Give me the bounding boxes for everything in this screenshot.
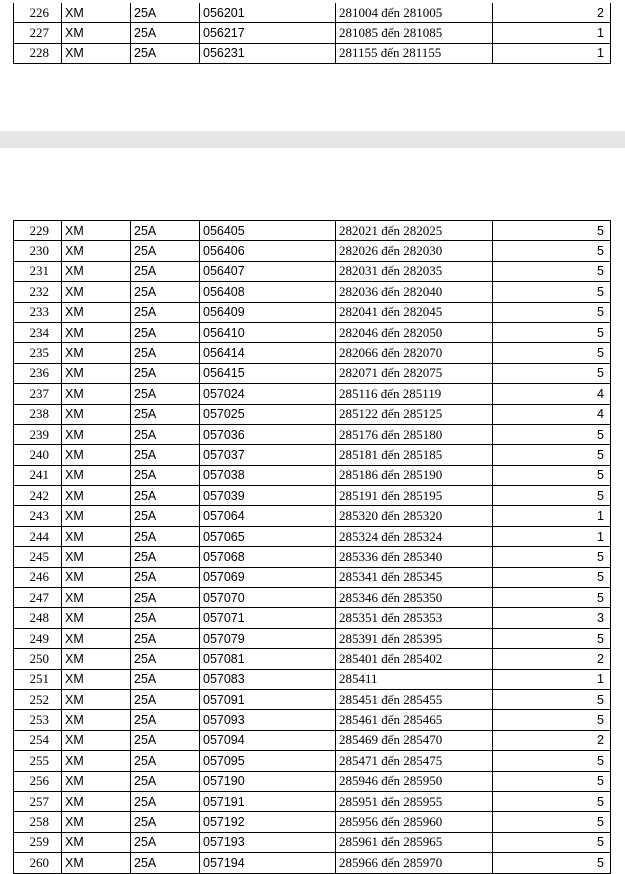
code-cell: 056415 bbox=[200, 363, 336, 383]
row-number: 247 bbox=[14, 588, 62, 608]
number-range-cell: 281155 đến 281155 bbox=[336, 43, 493, 63]
table-row bbox=[14, 221, 611, 241]
number-range-cell: 285336 đến 285340 bbox=[336, 547, 493, 567]
series-cell: 25A bbox=[131, 526, 200, 546]
table-row bbox=[14, 608, 611, 628]
series-cell: 25A bbox=[131, 486, 200, 506]
quantity-cell: 5 bbox=[493, 363, 611, 383]
row-number: 259 bbox=[14, 832, 62, 852]
code-cell: 057194 bbox=[200, 853, 336, 873]
table-row bbox=[14, 43, 611, 63]
row-number: 251 bbox=[14, 669, 62, 689]
vehicle-type-cell: XM bbox=[62, 363, 131, 383]
table-row bbox=[14, 526, 611, 546]
code-cell: 057190 bbox=[200, 771, 336, 791]
row-number: 242 bbox=[14, 486, 62, 506]
vehicle-type-cell: XM bbox=[62, 384, 131, 404]
table-row bbox=[14, 791, 611, 811]
table-row bbox=[14, 853, 611, 873]
number-range-cell: 282021 đến 282025 bbox=[336, 221, 493, 241]
code-cell: 057079 bbox=[200, 628, 336, 648]
quantity-cell: 5 bbox=[493, 751, 611, 771]
number-range-cell: 285122 đến 285125 bbox=[336, 404, 493, 424]
row-number: 255 bbox=[14, 751, 62, 771]
code-cell: 057192 bbox=[200, 812, 336, 832]
quantity-cell: 5 bbox=[493, 302, 611, 322]
row-number: 229 bbox=[14, 221, 62, 241]
number-range-cell: 282041 đến 282045 bbox=[336, 302, 493, 322]
vehicle-type-cell: XM bbox=[62, 343, 131, 363]
vehicle-type-cell: XM bbox=[62, 812, 131, 832]
series-cell: 25A bbox=[131, 751, 200, 771]
number-range-cell: 282036 đến 282040 bbox=[336, 282, 493, 302]
series-cell: 25A bbox=[131, 588, 200, 608]
series-cell: 25A bbox=[131, 363, 200, 383]
vehicle-type-cell: XM bbox=[62, 445, 131, 465]
quantity-cell: 4 bbox=[493, 404, 611, 424]
vehicle-type-cell: XM bbox=[62, 23, 131, 43]
row-number: 235 bbox=[14, 343, 62, 363]
series-cell: 25A bbox=[131, 343, 200, 363]
series-cell: 25A bbox=[131, 506, 200, 526]
table-row bbox=[14, 302, 611, 322]
series-cell: 25A bbox=[131, 832, 200, 852]
table-row bbox=[14, 424, 611, 444]
number-range-cell: 282066 đến 282070 bbox=[336, 343, 493, 363]
number-range-cell: 285116 đến 285119 bbox=[336, 384, 493, 404]
number-range-cell: 282071 đến 282075 bbox=[336, 363, 493, 383]
number-range-cell: 285346 đến 285350 bbox=[336, 588, 493, 608]
table-row bbox=[14, 710, 611, 730]
row-number: 253 bbox=[14, 710, 62, 730]
row-number: 243 bbox=[14, 506, 62, 526]
vehicle-type-cell: XM bbox=[62, 43, 131, 63]
series-cell: 25A bbox=[131, 384, 200, 404]
table-row bbox=[14, 547, 611, 567]
code-cell: 056201 bbox=[200, 3, 336, 23]
table-row bbox=[14, 404, 611, 424]
number-range-cell: 285341 đến 285345 bbox=[336, 567, 493, 587]
table-row bbox=[14, 486, 611, 506]
number-range-cell: 285181 đến 285185 bbox=[336, 445, 493, 465]
code-cell: 057069 bbox=[200, 567, 336, 587]
quantity-cell: 5 bbox=[493, 588, 611, 608]
quantity-cell: 1 bbox=[493, 506, 611, 526]
series-cell: 25A bbox=[131, 791, 200, 811]
code-cell: 057064 bbox=[200, 506, 336, 526]
vehicle-type-cell: XM bbox=[62, 853, 131, 873]
number-range-cell: 285176 đến 285180 bbox=[336, 424, 493, 444]
series-cell: 25A bbox=[131, 241, 200, 261]
vehicle-type-cell: XM bbox=[62, 588, 131, 608]
table-row bbox=[14, 282, 611, 302]
quantity-cell: 1 bbox=[493, 669, 611, 689]
table-row bbox=[14, 649, 611, 669]
series-cell: 25A bbox=[131, 43, 200, 63]
table-row bbox=[14, 3, 611, 23]
row-number: 244 bbox=[14, 526, 62, 546]
series-cell: 25A bbox=[131, 322, 200, 342]
row-number: 254 bbox=[14, 730, 62, 750]
table-row bbox=[14, 322, 611, 342]
quantity-cell: 2 bbox=[493, 649, 611, 669]
vehicle-type-cell: XM bbox=[62, 791, 131, 811]
code-cell: 057095 bbox=[200, 751, 336, 771]
data-table-top bbox=[13, 3, 611, 64]
row-number: 260 bbox=[14, 853, 62, 873]
vehicle-type-cell: XM bbox=[62, 526, 131, 546]
table-row bbox=[14, 465, 611, 485]
series-cell: 25A bbox=[131, 771, 200, 791]
row-number: 237 bbox=[14, 384, 62, 404]
row-number: 240 bbox=[14, 445, 62, 465]
row-number: 228 bbox=[14, 43, 62, 63]
number-range-cell: 285391 đến 285395 bbox=[336, 628, 493, 648]
quantity-cell: 5 bbox=[493, 261, 611, 281]
number-range-cell: 285946 đến 285950 bbox=[336, 771, 493, 791]
number-range-cell: 285401 đến 285402 bbox=[336, 649, 493, 669]
number-range-cell: 285951 đến 285955 bbox=[336, 791, 493, 811]
vehicle-type-cell: XM bbox=[62, 567, 131, 587]
series-cell: 25A bbox=[131, 730, 200, 750]
code-cell: 057037 bbox=[200, 445, 336, 465]
row-number: 232 bbox=[14, 282, 62, 302]
table-row bbox=[14, 730, 611, 750]
table-row bbox=[14, 669, 611, 689]
code-cell: 056406 bbox=[200, 241, 336, 261]
code-cell: 056408 bbox=[200, 282, 336, 302]
quantity-cell: 2 bbox=[493, 3, 611, 23]
number-range-cell: 282046 đến 282050 bbox=[336, 322, 493, 342]
quantity-cell: 5 bbox=[493, 282, 611, 302]
series-cell: 25A bbox=[131, 567, 200, 587]
table-row bbox=[14, 588, 611, 608]
code-cell: 056410 bbox=[200, 322, 336, 342]
vehicle-type-cell: XM bbox=[62, 404, 131, 424]
vehicle-type-cell: XM bbox=[62, 424, 131, 444]
code-cell: 057083 bbox=[200, 669, 336, 689]
table-row bbox=[14, 771, 611, 791]
quantity-cell: 5 bbox=[493, 465, 611, 485]
series-cell: 25A bbox=[131, 221, 200, 241]
series-cell: 25A bbox=[131, 302, 200, 322]
code-cell: 057094 bbox=[200, 730, 336, 750]
quantity-cell: 5 bbox=[493, 628, 611, 648]
quantity-cell: 5 bbox=[493, 771, 611, 791]
quantity-cell: 3 bbox=[493, 608, 611, 628]
code-cell: 056405 bbox=[200, 221, 336, 241]
quantity-cell: 5 bbox=[493, 241, 611, 261]
code-cell: 057081 bbox=[200, 649, 336, 669]
series-cell: 25A bbox=[131, 424, 200, 444]
number-range-cell: 285186 đến 285190 bbox=[336, 465, 493, 485]
quantity-cell: 5 bbox=[493, 343, 611, 363]
row-number: 257 bbox=[14, 791, 62, 811]
quantity-cell: 1 bbox=[493, 23, 611, 43]
quantity-cell: 5 bbox=[493, 812, 611, 832]
quantity-cell: 1 bbox=[493, 43, 611, 63]
vehicle-type-cell: XM bbox=[62, 221, 131, 241]
number-range-cell: 285471 đến 285475 bbox=[336, 751, 493, 771]
vehicle-type-cell: XM bbox=[62, 302, 131, 322]
vehicle-type-cell: XM bbox=[62, 486, 131, 506]
number-range-cell: 282031 đến 282035 bbox=[336, 261, 493, 281]
row-number: 239 bbox=[14, 424, 62, 444]
quantity-cell: 5 bbox=[493, 791, 611, 811]
vehicle-type-cell: XM bbox=[62, 689, 131, 709]
row-number: 236 bbox=[14, 363, 62, 383]
row-number: 234 bbox=[14, 322, 62, 342]
vehicle-type-cell: XM bbox=[62, 751, 131, 771]
row-number: 250 bbox=[14, 649, 62, 669]
row-number: 258 bbox=[14, 812, 62, 832]
number-range-cell: 281085 đến 281085 bbox=[336, 23, 493, 43]
quantity-cell: 5 bbox=[493, 424, 611, 444]
number-range-cell: 285461 đến 285465 bbox=[336, 710, 493, 730]
series-cell: 25A bbox=[131, 628, 200, 648]
code-cell: 057038 bbox=[200, 465, 336, 485]
row-number: 230 bbox=[14, 241, 62, 261]
table-row bbox=[14, 23, 611, 43]
quantity-cell: 5 bbox=[493, 710, 611, 730]
number-range-cell: 285469 đến 285470 bbox=[336, 730, 493, 750]
table-row bbox=[14, 363, 611, 383]
table-row bbox=[14, 567, 611, 587]
table-row bbox=[14, 241, 611, 261]
code-cell: 057071 bbox=[200, 608, 336, 628]
table-row bbox=[14, 832, 611, 852]
table-row bbox=[14, 445, 611, 465]
table-row bbox=[14, 384, 611, 404]
number-range-cell: 285411 bbox=[336, 669, 493, 689]
row-number: 246 bbox=[14, 567, 62, 587]
code-cell: 056414 bbox=[200, 343, 336, 363]
code-cell: 057068 bbox=[200, 547, 336, 567]
table-row bbox=[14, 812, 611, 832]
row-number: 249 bbox=[14, 628, 62, 648]
vehicle-type-cell: XM bbox=[62, 322, 131, 342]
vehicle-type-cell: XM bbox=[62, 261, 131, 281]
code-cell: 057091 bbox=[200, 689, 336, 709]
code-cell: 056231 bbox=[200, 43, 336, 63]
quantity-cell: 2 bbox=[493, 730, 611, 750]
table-row bbox=[14, 506, 611, 526]
quantity-cell: 5 bbox=[493, 853, 611, 873]
vehicle-type-cell: XM bbox=[62, 547, 131, 567]
code-cell: 056407 bbox=[200, 261, 336, 281]
series-cell: 25A bbox=[131, 547, 200, 567]
series-cell: 25A bbox=[131, 608, 200, 628]
number-range-cell: 281004 đến 281005 bbox=[336, 3, 493, 23]
number-range-cell: 285191 đến 285195 bbox=[336, 486, 493, 506]
quantity-cell: 5 bbox=[493, 445, 611, 465]
vehicle-type-cell: XM bbox=[62, 628, 131, 648]
series-cell: 25A bbox=[131, 710, 200, 730]
row-number: 248 bbox=[14, 608, 62, 628]
table-row bbox=[14, 751, 611, 771]
series-cell: 25A bbox=[131, 465, 200, 485]
data-table-main bbox=[13, 220, 611, 874]
row-number: 245 bbox=[14, 547, 62, 567]
row-number: 227 bbox=[14, 23, 62, 43]
series-cell: 25A bbox=[131, 3, 200, 23]
quantity-cell: 5 bbox=[493, 567, 611, 587]
vehicle-type-cell: XM bbox=[62, 3, 131, 23]
row-number: 231 bbox=[14, 261, 62, 281]
page-separator bbox=[0, 131, 625, 148]
code-cell: 057025 bbox=[200, 404, 336, 424]
table-row bbox=[14, 689, 611, 709]
vehicle-type-cell: XM bbox=[62, 771, 131, 791]
vehicle-type-cell: XM bbox=[62, 282, 131, 302]
row-number: 226 bbox=[14, 3, 62, 23]
table-row bbox=[14, 261, 611, 281]
number-range-cell: 285351 đến 285353 bbox=[336, 608, 493, 628]
number-range-cell: 285956 đến 285960 bbox=[336, 812, 493, 832]
quantity-cell: 5 bbox=[493, 322, 611, 342]
number-range-cell: 285320 đến 285320 bbox=[336, 506, 493, 526]
quantity-cell: 1 bbox=[493, 526, 611, 546]
row-number: 233 bbox=[14, 302, 62, 322]
code-cell: 057024 bbox=[200, 384, 336, 404]
series-cell: 25A bbox=[131, 669, 200, 689]
series-cell: 25A bbox=[131, 689, 200, 709]
code-cell: 057070 bbox=[200, 588, 336, 608]
quantity-cell: 5 bbox=[493, 221, 611, 241]
series-cell: 25A bbox=[131, 445, 200, 465]
code-cell: 057039 bbox=[200, 486, 336, 506]
vehicle-type-cell: XM bbox=[62, 649, 131, 669]
code-cell: 056409 bbox=[200, 302, 336, 322]
code-cell: 056217 bbox=[200, 23, 336, 43]
row-number: 252 bbox=[14, 689, 62, 709]
code-cell: 057191 bbox=[200, 791, 336, 811]
quantity-cell: 4 bbox=[493, 384, 611, 404]
vehicle-type-cell: XM bbox=[62, 465, 131, 485]
row-number: 238 bbox=[14, 404, 62, 424]
number-range-cell: 285324 đến 285324 bbox=[336, 526, 493, 546]
series-cell: 25A bbox=[131, 261, 200, 281]
series-cell: 25A bbox=[131, 812, 200, 832]
row-number: 241 bbox=[14, 465, 62, 485]
vehicle-type-cell: XM bbox=[62, 506, 131, 526]
code-cell: 057193 bbox=[200, 832, 336, 852]
vehicle-type-cell: XM bbox=[62, 241, 131, 261]
vehicle-type-cell: XM bbox=[62, 608, 131, 628]
quantity-cell: 5 bbox=[493, 832, 611, 852]
vehicle-type-cell: XM bbox=[62, 710, 131, 730]
code-cell: 057036 bbox=[200, 424, 336, 444]
number-range-cell: 285961 đến 285965 bbox=[336, 832, 493, 852]
code-cell: 057093 bbox=[200, 710, 336, 730]
vehicle-type-cell: XM bbox=[62, 669, 131, 689]
quantity-cell: 5 bbox=[493, 689, 611, 709]
quantity-cell: 5 bbox=[493, 486, 611, 506]
number-range-cell: 282026 đến 282030 bbox=[336, 241, 493, 261]
table-row bbox=[14, 628, 611, 648]
code-cell: 057065 bbox=[200, 526, 336, 546]
series-cell: 25A bbox=[131, 282, 200, 302]
row-number: 256 bbox=[14, 771, 62, 791]
series-cell: 25A bbox=[131, 649, 200, 669]
series-cell: 25A bbox=[131, 404, 200, 424]
number-range-cell: 285966 đến 285970 bbox=[336, 853, 493, 873]
quantity-cell: 5 bbox=[493, 547, 611, 567]
table-row bbox=[14, 343, 611, 363]
vehicle-type-cell: XM bbox=[62, 730, 131, 750]
series-cell: 25A bbox=[131, 853, 200, 873]
vehicle-type-cell: XM bbox=[62, 832, 131, 852]
number-range-cell: 285451 đến 285455 bbox=[336, 689, 493, 709]
series-cell: 25A bbox=[131, 23, 200, 43]
